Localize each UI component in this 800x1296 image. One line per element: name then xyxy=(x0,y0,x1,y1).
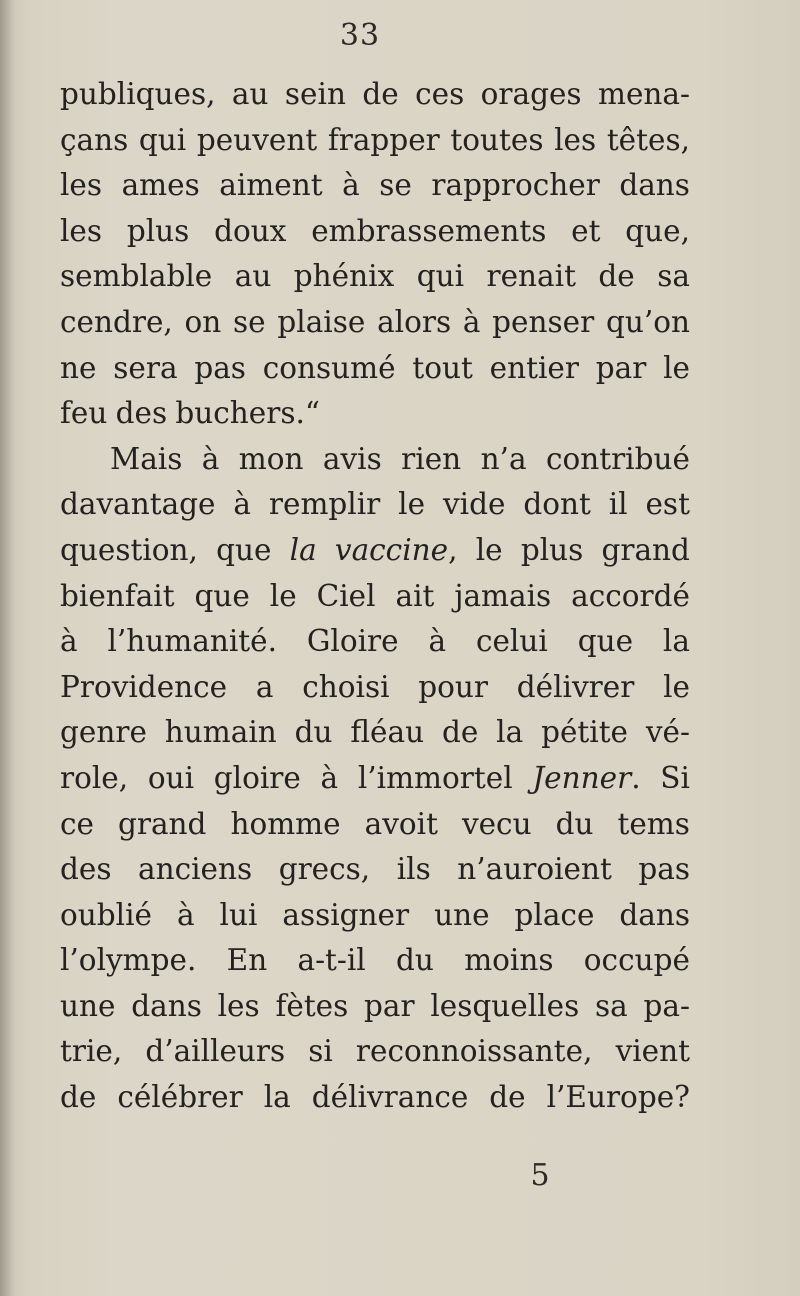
text-word: des xyxy=(60,852,112,887)
text-word: n’a xyxy=(480,441,527,476)
text-word: à xyxy=(428,624,447,659)
text-word: n’auroient xyxy=(457,852,612,887)
text-word: les xyxy=(60,168,103,203)
text-word: pétite xyxy=(541,715,629,750)
text-word: les xyxy=(60,213,103,248)
text-line xyxy=(60,72,690,118)
text-line xyxy=(60,984,690,1030)
text-word: pas xyxy=(638,852,690,887)
text-line xyxy=(60,391,690,437)
text-word: à xyxy=(201,441,220,476)
text-word: que xyxy=(577,624,634,659)
text-line xyxy=(60,710,690,756)
text-line xyxy=(60,619,690,665)
text-word: choisi xyxy=(302,669,390,704)
text-word: fléau xyxy=(350,715,425,750)
text-word: des xyxy=(115,396,168,431)
text-word: reconnoissante, xyxy=(355,1034,593,1069)
text-word: dans xyxy=(619,897,690,932)
text-word: frapper xyxy=(327,122,440,157)
text-word: à xyxy=(233,487,251,522)
text-word: pour xyxy=(418,669,489,704)
text-word: trie, xyxy=(60,1034,123,1069)
text-word: par xyxy=(364,988,415,1023)
text-line xyxy=(60,1029,690,1075)
text-word: davantage xyxy=(60,487,216,522)
text-word: question, xyxy=(60,532,198,567)
text-word: dont xyxy=(523,487,591,522)
text-word: ne xyxy=(60,350,97,385)
text-word: mon xyxy=(238,441,304,476)
text-word: mena- xyxy=(597,77,690,111)
text-word: Si xyxy=(660,760,690,795)
text-word: délivrer xyxy=(516,669,635,704)
text-word xyxy=(335,528,458,574)
text-word: Providence xyxy=(60,669,228,704)
text-word: phénix xyxy=(293,259,395,294)
text-line xyxy=(60,118,690,164)
text-word: ce xyxy=(60,806,94,841)
text-word: oui xyxy=(147,760,195,795)
body-text xyxy=(60,72,690,1121)
text-word: est xyxy=(645,487,690,522)
text-word: et xyxy=(571,213,601,248)
text-word: rien xyxy=(401,441,462,476)
text-word: publiques, xyxy=(60,77,216,111)
text-word: que xyxy=(194,578,250,613)
text-word: alors xyxy=(377,304,452,339)
text-word: assigner xyxy=(282,897,410,932)
text-word: de xyxy=(60,1080,97,1115)
text-word: dans xyxy=(619,168,690,203)
text-word: feu xyxy=(60,396,108,431)
text-word: role, xyxy=(60,760,129,795)
text-word: En xyxy=(226,943,268,978)
text-word: doux xyxy=(214,213,287,248)
text-word: ces xyxy=(415,77,465,111)
text-word: à xyxy=(342,168,360,203)
text-word: la xyxy=(662,624,690,659)
text-word: sa xyxy=(594,988,628,1023)
text-word: Ciel xyxy=(316,578,376,613)
text-word: se xyxy=(233,304,266,339)
text-word: dans xyxy=(131,988,202,1023)
text-word: grecs, xyxy=(278,852,371,887)
text-word: vide xyxy=(442,487,506,522)
text-word: une xyxy=(60,988,116,1023)
text-word: se xyxy=(379,168,412,203)
signature-mark: 5 xyxy=(530,1158,550,1193)
text-word: d’ailleurs xyxy=(145,1034,286,1069)
text-word: l’olympe. xyxy=(60,943,197,978)
text-word: vecu xyxy=(461,806,532,841)
text-word: de xyxy=(598,259,635,294)
text-word: sa xyxy=(657,259,690,294)
text-word: au xyxy=(234,259,272,294)
text-line xyxy=(60,1075,690,1121)
text-word: orages xyxy=(480,77,582,111)
text-word: la xyxy=(289,532,317,567)
text-line xyxy=(60,482,690,528)
text-word: vé- xyxy=(645,715,690,750)
text-word xyxy=(532,756,640,802)
text-word: du xyxy=(294,715,333,750)
text-word: pa- xyxy=(643,988,690,1023)
text-word: plus xyxy=(126,213,190,248)
text-word: qui xyxy=(416,259,465,294)
text-line xyxy=(60,574,690,620)
text-word: sein xyxy=(284,77,346,111)
text-word: que, xyxy=(625,213,690,248)
text-word: têtes, xyxy=(606,122,690,157)
text-word: buchers.“ xyxy=(175,396,320,431)
text-word: lui xyxy=(219,897,258,932)
text-word: grand xyxy=(601,532,690,567)
text-line xyxy=(60,254,690,300)
text-word: du xyxy=(396,943,434,978)
text-line xyxy=(60,847,690,893)
text-line xyxy=(60,209,690,255)
text-word: le xyxy=(475,532,503,567)
text-word: contribué xyxy=(545,441,690,476)
text-word: à xyxy=(320,760,339,795)
text-word: place xyxy=(514,897,595,932)
text-word: Jenner xyxy=(532,760,632,795)
text-word: toutes xyxy=(450,122,544,157)
text-word: remplir xyxy=(268,487,381,522)
text-word: par xyxy=(595,350,647,385)
text-word: au xyxy=(231,77,269,111)
text-word: l’Europe? xyxy=(546,1080,690,1115)
text-word: l’humanité. xyxy=(107,624,277,659)
text-word: grand xyxy=(117,806,207,841)
text-line xyxy=(60,163,690,209)
page-number: 33 xyxy=(339,18,381,53)
text-word: que xyxy=(216,532,272,567)
text-word: plus xyxy=(520,532,584,567)
text-word: les xyxy=(217,988,260,1023)
text-word: vaccine xyxy=(334,532,449,567)
text-word: avoit xyxy=(364,806,438,841)
text-word: . xyxy=(631,760,641,795)
text-word: semblable xyxy=(60,259,213,294)
text-word: les xyxy=(554,122,597,157)
text-line xyxy=(60,528,690,574)
text-word: avis xyxy=(322,441,382,476)
text-word: Mais xyxy=(110,441,183,476)
text-line xyxy=(60,437,690,483)
text-word: une xyxy=(434,897,490,932)
text-word: ils xyxy=(396,852,431,887)
text-word: renait xyxy=(486,259,576,294)
text-word: embrassements xyxy=(311,213,547,248)
text-word: ames xyxy=(121,168,200,203)
text-word: çans xyxy=(60,122,129,157)
text-word: cendre, xyxy=(60,304,173,339)
text-line xyxy=(60,665,690,711)
text-word: fètes xyxy=(275,988,349,1023)
text-word: entier xyxy=(489,350,579,385)
text-word: délivrance xyxy=(311,1080,469,1115)
text-word: bienfait xyxy=(60,578,175,613)
text-word: homme xyxy=(230,806,341,841)
text-word: moins xyxy=(464,943,554,978)
text-word: le xyxy=(398,487,426,522)
text-word: il xyxy=(608,487,628,522)
text-word: aiment xyxy=(219,168,323,203)
text-word: gloire xyxy=(213,760,301,795)
text-word: à xyxy=(60,624,78,659)
text-word: de xyxy=(489,1080,526,1115)
text-word: à xyxy=(462,304,481,339)
text-word: celui xyxy=(475,624,548,659)
text-word: lesquelles xyxy=(430,988,580,1023)
text-word: la xyxy=(263,1080,291,1115)
text-word: sera xyxy=(113,350,178,385)
text-word: consumé xyxy=(262,350,396,385)
text-word: la xyxy=(496,715,524,750)
text-word: ait xyxy=(395,578,435,613)
text-word: penser xyxy=(492,304,595,339)
text-word: qui xyxy=(138,122,187,157)
text-word: Gloire xyxy=(306,624,399,659)
text-word: rapprocher xyxy=(431,168,600,203)
text-word: a xyxy=(255,669,274,704)
text-word: célébrer xyxy=(117,1080,243,1115)
text-word: a-t-il xyxy=(297,943,366,978)
text-word: vient xyxy=(615,1034,690,1069)
text-word: l’immortel xyxy=(357,760,513,795)
text-word: oublié xyxy=(60,897,152,932)
text-word: qu’on xyxy=(605,304,690,339)
text-word: le xyxy=(663,350,690,385)
text-word: de xyxy=(362,77,399,111)
text-line xyxy=(60,893,690,939)
text-word: le xyxy=(663,669,690,704)
text-word: si xyxy=(308,1034,333,1069)
text-word: de xyxy=(441,715,479,750)
text-word: on xyxy=(184,304,222,339)
text-line xyxy=(60,802,690,848)
text-line xyxy=(60,938,690,984)
text-word: pas xyxy=(194,350,246,385)
book-binding-edge xyxy=(0,0,14,1296)
text-word: accordé xyxy=(571,578,690,613)
text-word: jamais xyxy=(454,578,552,613)
text-word: à xyxy=(176,897,195,932)
text-word: genre xyxy=(60,715,147,750)
text-word: peuvent xyxy=(196,122,318,157)
text-word: humain xyxy=(164,715,277,750)
text-word: le xyxy=(269,578,297,613)
text-line xyxy=(60,346,690,392)
text-word: , xyxy=(448,532,458,567)
text-word: plaise xyxy=(277,304,366,339)
text-word: anciens xyxy=(138,852,253,887)
text-word: occupé xyxy=(583,943,690,978)
text-word: tems xyxy=(617,806,690,841)
text-line xyxy=(60,300,690,346)
text-word: tout xyxy=(412,350,473,385)
text-word: du xyxy=(555,806,594,841)
text-line xyxy=(60,756,690,802)
